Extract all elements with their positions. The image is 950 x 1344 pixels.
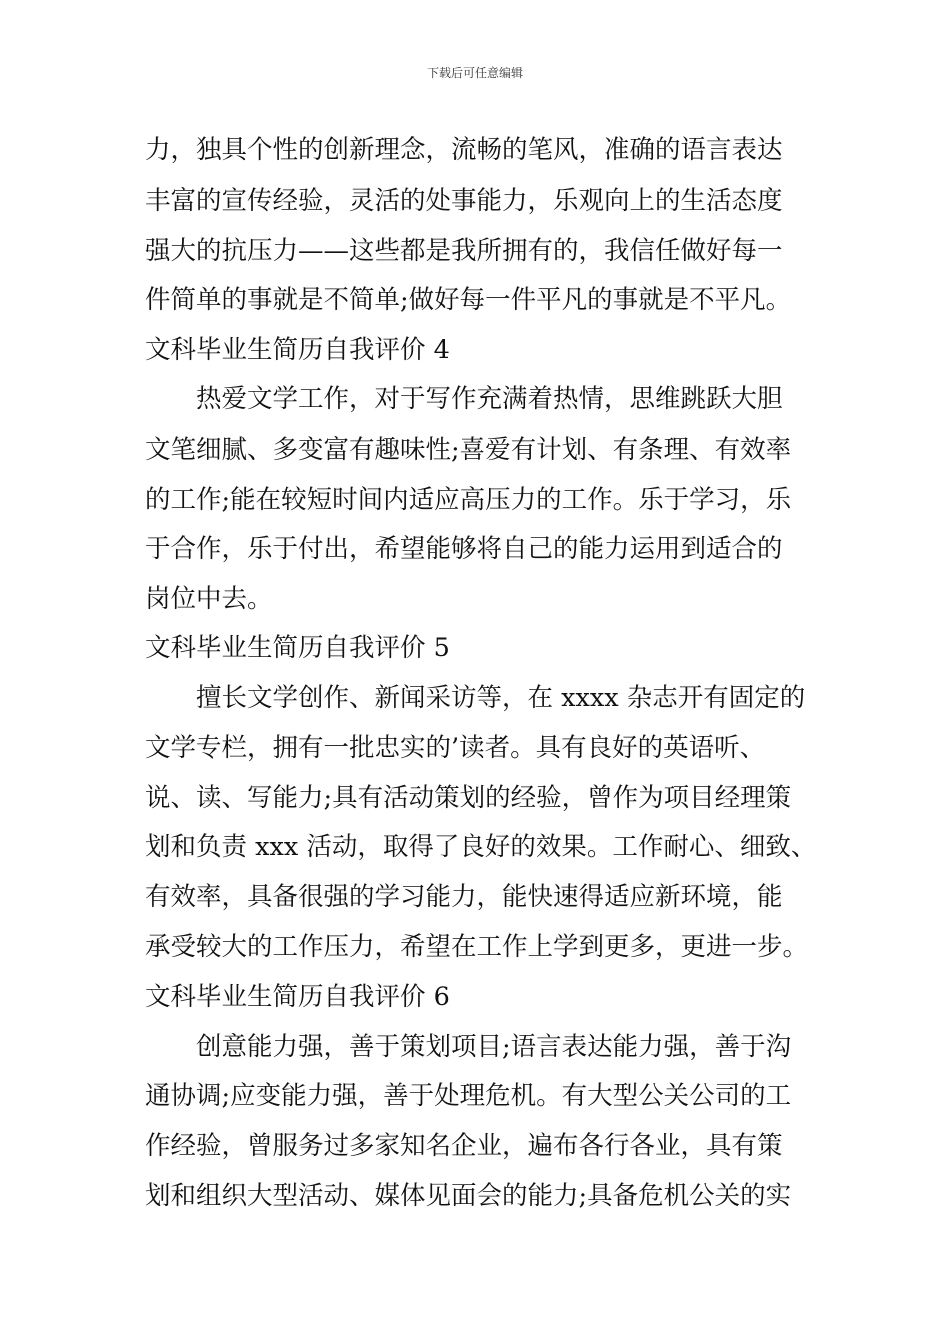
section-heading-4: 文科毕业生简历自我评价 4 (145, 335, 450, 365)
paragraph-4-line: 的工作;能在较短时间内适应高压力的工作。乐于学习，乐 (145, 485, 792, 515)
paragraph-4-line: 文笔细腻、多变富有趣味性;喜爱有计划、有条理、有效率 (145, 435, 792, 465)
paragraph-3-line: 强大的抗压力——这些都是我所拥有的，我信任做好每一 (145, 236, 783, 266)
paragraph-6-line: 作经验，曾服务过多家知名企业，遍布各行各业，具有策 (145, 1131, 783, 1161)
paragraph-4-line: 热爱文学工作，对于写作充满着热情，思维跳跃大胆 (196, 384, 783, 414)
paragraph-6-line: 创意能力强，善于策划项目;语言表达能力强，善于沟 (196, 1032, 792, 1062)
section-heading-6: 文科毕业生简历自我评价 6 (145, 982, 450, 1012)
paragraph-5-line: 划和负责 xxx 活动，取得了良好的效果。工作耐心、细致、 (145, 832, 817, 862)
paragraph-5-line: 承受较大的工作压力，希望在工作上学到更多，更进一步。 (145, 932, 809, 962)
paragraph-5-line: 说、读、写能力;具有活动策划的经验，曾作为项目经理策 (145, 783, 792, 813)
paragraph-4-line: 岗位中去。 (145, 584, 273, 614)
paragraph-3-line: 件简单的事就是不简单;做好每一件平凡的事就是不平凡。 (145, 285, 792, 315)
paragraph-5-line: 擅长文学创作、新闻采访等，在 xxxx 杂志开有固定的 (196, 683, 806, 713)
paragraph-3-line: 力，独具个性的创新理念，流畅的笔风，准确的语言表达 (145, 135, 783, 165)
paragraph-6-line: 通协调;应变能力强，善于处理危机。有大型公关公司的工 (145, 1081, 792, 1111)
paragraph-5-line: 有效率，具备很强的学习能力，能快速得适应新环境，能 (145, 882, 783, 912)
paragraph-3-line: 丰富的宣传经验，灵活的处事能力，乐观向上的生活态度 (145, 186, 783, 216)
paragraph-4-line: 于合作，乐于付出，希望能够将自己的能力运用到适合的 (145, 534, 783, 564)
paragraph-5-line: 文学专栏，拥有一批忠实的’读者。具有良好的英语听、 (145, 733, 766, 763)
paragraph-6-line: 划和组织大型活动、媒体见面会的能力;具备危机公关的实 (145, 1181, 792, 1211)
page-header: 下载后可任意编辑 (426, 66, 523, 80)
section-heading-5: 文科毕业生简历自我评价 5 (145, 633, 450, 663)
